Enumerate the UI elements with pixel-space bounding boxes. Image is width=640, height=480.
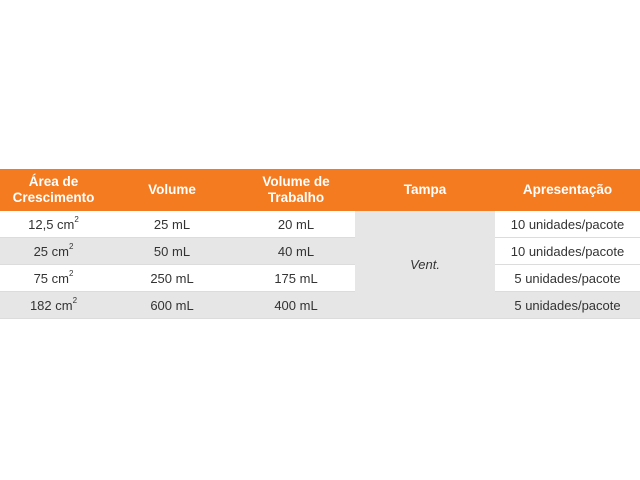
cell-working-volume: 20 mL <box>237 211 355 238</box>
header-area <box>0 169 107 211</box>
cell-volume: 250 mL <box>107 265 237 292</box>
cell-tampa: Vent. <box>355 211 495 319</box>
header-work-line1: Volume de <box>262 174 330 189</box>
table-row <box>0 265 640 292</box>
flask-spec-table <box>0 169 640 319</box>
area-sup: 2 <box>68 268 74 278</box>
cell-working-volume: 400 mL <box>237 292 355 319</box>
cell-volume: 50 mL <box>107 238 237 265</box>
area-sup: 2 <box>74 214 79 224</box>
header-volume: Volume <box>107 169 237 211</box>
cell-area <box>0 238 107 265</box>
header-tampa: Tampa <box>355 169 495 211</box>
table-row <box>0 211 640 238</box>
header-work-line2: Trabalho <box>267 190 325 205</box>
cell-working-volume: 40 mL <box>237 238 355 265</box>
cell-apresentacao: 5 unidades/pacote <box>495 292 640 319</box>
area-value: 182 cm <box>29 297 73 313</box>
table-row <box>0 292 640 319</box>
cell-apresentacao: 10 unidades/pacote <box>495 238 640 265</box>
area-value: 25 cm <box>33 243 69 259</box>
header-apresentacao: Apresentação <box>495 169 640 211</box>
area-value: 75 cm <box>33 270 69 286</box>
cell-area <box>0 211 107 238</box>
header-area-line1: Área de <box>28 174 79 189</box>
area-value: 12,5 cm <box>28 216 75 232</box>
cell-apresentacao: 5 unidades/pacote <box>495 265 640 292</box>
cell-area <box>0 265 107 292</box>
header-area-line2: Crescimento <box>12 190 95 205</box>
cell-apresentacao: 10 unidades/pacote <box>495 211 640 238</box>
area-sup: 2 <box>72 295 78 305</box>
header-working-volume <box>237 169 355 211</box>
table-header-row <box>0 169 640 211</box>
cell-working-volume: 175 mL <box>237 265 355 292</box>
cell-area <box>0 292 107 319</box>
cell-volume: 600 mL <box>107 292 237 319</box>
cell-volume: 25 mL <box>107 211 237 238</box>
table-row <box>0 238 640 265</box>
area-sup: 2 <box>68 241 74 251</box>
